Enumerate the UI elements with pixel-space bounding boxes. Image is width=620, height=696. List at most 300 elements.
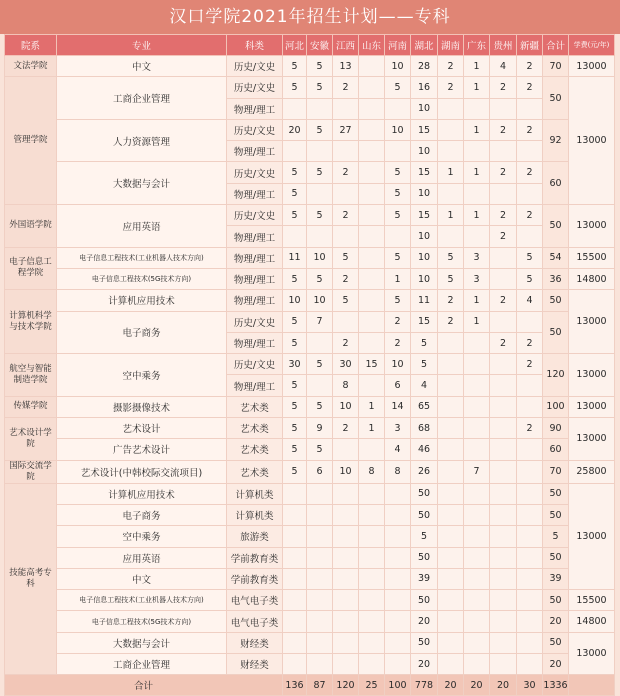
province-count-cell: 1 (464, 56, 490, 77)
province-count-cell (333, 439, 359, 460)
table-row (5, 568, 615, 589)
grand-total-row (5, 675, 615, 696)
fee-cell: 13000 (569, 483, 615, 589)
major-cell: 应用英语 (57, 205, 227, 248)
province-count-cell: 50 (411, 504, 438, 525)
province-count-cell (517, 439, 543, 460)
province-count-cell: 2 (517, 205, 543, 226)
header-cell: 山东 (359, 35, 385, 56)
total-cell: 70 (543, 56, 569, 77)
province-count-cell: 68 (411, 418, 438, 439)
province-count-cell: 3 (464, 247, 490, 268)
province-count-cell (359, 268, 385, 289)
major-cell: 电子信息工程技术(5G技术方向) (57, 268, 227, 289)
header-cell: 湖北 (411, 35, 438, 56)
province-count-cell (283, 632, 307, 653)
province-count-cell: 2 (517, 162, 543, 183)
province-count-cell (359, 56, 385, 77)
table-row (5, 504, 615, 525)
province-count-cell (438, 119, 464, 140)
subject-cell: 艺术类 (227, 396, 283, 417)
province-count-cell (438, 439, 464, 460)
major-cell: 电子信息工程技术(工业机器人技术方向) (57, 590, 227, 611)
header-cell: 院系 (5, 35, 57, 56)
grand-total-fee (569, 675, 615, 696)
province-count-cell: 5 (385, 77, 411, 98)
total-cell: 60 (543, 439, 569, 460)
province-count-cell (333, 632, 359, 653)
subject-cell: 旅游类 (227, 526, 283, 547)
subject-cell: 历史/文史 (227, 311, 283, 332)
subject-cell: 物理/理工 (227, 247, 283, 268)
province-count-cell (490, 460, 517, 483)
province-count-cell (307, 632, 333, 653)
province-count-cell (490, 483, 517, 504)
province-count-cell (490, 183, 517, 204)
fee-cell: 15500 (569, 590, 615, 611)
table-row (5, 119, 615, 140)
subject-cell: 物理/理工 (227, 98, 283, 119)
province-count-cell (490, 439, 517, 460)
province-count-cell: 5 (283, 460, 307, 483)
college-cell: 电子信息工程学院 (5, 247, 57, 290)
table-row (5, 483, 615, 504)
table-row (5, 77, 615, 98)
province-count-cell (283, 568, 307, 589)
province-count-cell: 15 (411, 119, 438, 140)
province-count-cell (464, 504, 490, 525)
header-cell: 学费(元/年) (569, 35, 615, 56)
total-cell: 39 (543, 568, 569, 589)
college-cell: 技能高考专科 (5, 483, 57, 675)
total-cell: 50 (543, 504, 569, 525)
province-count-cell: 2 (333, 418, 359, 439)
major-cell: 电子信息工程技术(5G技术方向) (57, 611, 227, 632)
province-count-cell (307, 483, 333, 504)
college-cell: 航空与智能制造学院 (5, 354, 57, 397)
province-count-cell: 16 (411, 77, 438, 98)
province-count-cell (333, 611, 359, 632)
subject-cell: 物理/理工 (227, 332, 283, 353)
header-cell: 河北 (283, 35, 307, 56)
province-count-cell (517, 141, 543, 162)
province-count-cell: 1 (464, 162, 490, 183)
province-count-cell (464, 590, 490, 611)
page-title: 汉口学院2021年招生计划——专科 (0, 0, 620, 34)
grand-total-count: 136 (283, 675, 307, 696)
subject-cell: 历史/文史 (227, 205, 283, 226)
province-count-cell (359, 141, 385, 162)
province-count-cell: 2 (517, 354, 543, 375)
province-count-cell (490, 590, 517, 611)
province-count-cell (517, 460, 543, 483)
province-count-cell (517, 547, 543, 568)
major-cell: 电子商务 (57, 504, 227, 525)
province-count-cell (359, 526, 385, 547)
province-count-cell (359, 226, 385, 247)
province-count-cell (333, 483, 359, 504)
total-cell: 90 (543, 418, 569, 439)
fee-cell: 13000 (569, 418, 615, 461)
province-count-cell: 27 (333, 119, 359, 140)
province-count-cell: 50 (411, 547, 438, 568)
province-count-cell (283, 547, 307, 568)
header-cell: 新疆 (517, 35, 543, 56)
province-count-cell: 15 (411, 205, 438, 226)
major-cell: 电子信息工程技术(工业机器人技术方向) (57, 247, 227, 268)
major-cell: 艺术设计(中韩校际交流项目) (57, 460, 227, 483)
province-count-cell: 5 (307, 56, 333, 77)
province-count-cell (517, 226, 543, 247)
major-cell: 大数据与会计 (57, 632, 227, 653)
province-count-cell (490, 418, 517, 439)
major-cell: 艺术设计 (57, 418, 227, 439)
province-count-cell (307, 547, 333, 568)
college-cell: 管理学院 (5, 77, 57, 205)
grand-total-count: 20 (438, 675, 464, 696)
table-row (5, 654, 615, 675)
province-count-cell: 15 (411, 311, 438, 332)
major-cell: 工商企业管理 (57, 654, 227, 675)
province-count-cell (464, 332, 490, 353)
province-count-cell (517, 526, 543, 547)
province-count-cell: 10 (411, 141, 438, 162)
header-cell: 科类 (227, 35, 283, 56)
province-count-cell: 1 (359, 418, 385, 439)
province-count-cell: 5 (307, 205, 333, 226)
province-count-cell (333, 504, 359, 525)
table-row (5, 632, 615, 653)
province-count-cell (464, 98, 490, 119)
subject-cell: 计算机类 (227, 483, 283, 504)
total-cell: 20 (543, 654, 569, 675)
province-count-cell (359, 504, 385, 525)
table-row (5, 460, 615, 483)
province-count-cell (464, 354, 490, 375)
province-count-cell (438, 526, 464, 547)
province-count-cell (307, 332, 333, 353)
table-row (5, 162, 615, 183)
total-cell: 92 (543, 119, 569, 162)
major-cell: 大数据与会计 (57, 162, 227, 205)
province-count-cell (438, 183, 464, 204)
province-count-cell (464, 568, 490, 589)
province-count-cell (438, 98, 464, 119)
province-count-cell (490, 611, 517, 632)
fee-cell: 14800 (569, 268, 615, 289)
province-count-cell: 2 (333, 332, 359, 353)
province-count-cell (307, 654, 333, 675)
province-count-cell: 10 (385, 119, 411, 140)
major-cell: 空中乘务 (57, 526, 227, 547)
province-count-cell: 10 (307, 247, 333, 268)
province-count-cell (307, 526, 333, 547)
province-count-cell: 10 (411, 226, 438, 247)
province-count-cell (438, 632, 464, 653)
province-count-cell (438, 354, 464, 375)
total-cell: 20 (543, 611, 569, 632)
province-count-cell: 11 (411, 290, 438, 311)
province-count-cell: 4 (411, 375, 438, 396)
province-count-cell (464, 396, 490, 417)
province-count-cell (464, 654, 490, 675)
table-row (5, 611, 615, 632)
header-cell: 湖南 (438, 35, 464, 56)
total-cell: 50 (543, 311, 569, 354)
table-row (5, 311, 615, 332)
subject-cell: 历史/文史 (227, 119, 283, 140)
subject-cell: 历史/文史 (227, 56, 283, 77)
subject-cell: 历史/文史 (227, 162, 283, 183)
province-count-cell (307, 504, 333, 525)
province-count-cell: 5 (385, 183, 411, 204)
grand-total-count: 120 (333, 675, 359, 696)
province-count-cell (283, 654, 307, 675)
province-count-cell: 3 (464, 268, 490, 289)
province-count-cell (385, 547, 411, 568)
province-count-cell (359, 290, 385, 311)
enrollment-plan-table (4, 34, 615, 696)
province-count-cell: 4 (490, 56, 517, 77)
province-count-cell: 10 (411, 268, 438, 289)
province-count-cell (385, 611, 411, 632)
province-count-cell: 5 (307, 77, 333, 98)
header-cell: 合计 (543, 35, 569, 56)
province-count-cell (359, 654, 385, 675)
province-count-cell (385, 226, 411, 247)
province-count-cell: 1 (464, 311, 490, 332)
province-count-cell (517, 611, 543, 632)
province-count-cell (438, 396, 464, 417)
subject-cell: 物理/理工 (227, 183, 283, 204)
province-count-cell (359, 119, 385, 140)
province-count-cell (517, 98, 543, 119)
table-row (5, 56, 615, 77)
province-count-cell: 15 (359, 354, 385, 375)
province-count-cell: 2 (517, 56, 543, 77)
province-count-cell: 2 (490, 119, 517, 140)
province-count-cell (359, 547, 385, 568)
subject-cell: 艺术类 (227, 418, 283, 439)
province-count-cell (359, 568, 385, 589)
province-count-cell (464, 547, 490, 568)
province-count-cell: 5 (283, 311, 307, 332)
grand-total-count: 20 (464, 675, 490, 696)
total-cell: 50 (543, 77, 569, 120)
province-count-cell (490, 375, 517, 396)
province-count-cell: 5 (283, 162, 307, 183)
province-count-cell (359, 98, 385, 119)
province-count-cell: 2 (438, 311, 464, 332)
province-count-cell: 4 (385, 439, 411, 460)
province-count-cell (438, 547, 464, 568)
province-count-cell (359, 205, 385, 226)
province-count-cell: 10 (411, 247, 438, 268)
province-count-cell: 9 (307, 418, 333, 439)
grand-total-count: 100 (385, 675, 411, 696)
province-count-cell (464, 439, 490, 460)
table-row (5, 396, 615, 417)
header-cell: 江西 (333, 35, 359, 56)
province-count-cell (385, 526, 411, 547)
province-count-cell: 5 (385, 162, 411, 183)
major-cell: 空中乘务 (57, 354, 227, 397)
college-cell: 外国语学院 (5, 205, 57, 248)
province-count-cell (359, 77, 385, 98)
table-row (5, 247, 615, 268)
table-row (5, 418, 615, 439)
subject-cell: 艺术类 (227, 460, 283, 483)
province-count-cell: 5 (411, 332, 438, 353)
fee-cell: 25800 (569, 460, 615, 483)
college-cell: 传媒学院 (5, 396, 57, 417)
province-count-cell: 2 (438, 290, 464, 311)
fee-cell: 13000 (569, 290, 615, 354)
total-cell: 100 (543, 396, 569, 417)
province-count-cell: 5 (307, 396, 333, 417)
province-count-cell (307, 375, 333, 396)
province-count-cell: 2 (490, 77, 517, 98)
province-count-cell (464, 418, 490, 439)
province-count-cell: 1 (464, 119, 490, 140)
province-count-cell (517, 632, 543, 653)
province-count-cell: 7 (464, 460, 490, 483)
province-count-cell (359, 611, 385, 632)
subject-cell: 历史/文史 (227, 77, 283, 98)
major-cell: 计算机应用技术 (57, 483, 227, 504)
total-cell: 36 (543, 268, 569, 289)
grand-total-sum: 1336 (543, 675, 569, 696)
province-count-cell (438, 460, 464, 483)
province-count-cell: 10 (411, 98, 438, 119)
total-cell: 50 (543, 483, 569, 504)
province-count-cell: 5 (307, 162, 333, 183)
province-count-cell: 3 (385, 418, 411, 439)
province-count-cell: 7 (307, 311, 333, 332)
province-count-cell (490, 568, 517, 589)
province-count-cell (359, 375, 385, 396)
province-count-cell (464, 632, 490, 653)
province-count-cell: 65 (411, 396, 438, 417)
province-count-cell (464, 526, 490, 547)
province-count-cell (283, 526, 307, 547)
province-count-cell (283, 611, 307, 632)
province-count-cell (517, 183, 543, 204)
table-row (5, 268, 615, 289)
province-count-cell: 50 (411, 483, 438, 504)
province-count-cell: 2 (438, 56, 464, 77)
province-count-cell: 14 (385, 396, 411, 417)
province-count-cell (438, 590, 464, 611)
province-count-cell: 1 (438, 205, 464, 226)
province-count-cell (464, 611, 490, 632)
province-count-cell (385, 504, 411, 525)
college-cell: 国际交流学院 (5, 460, 57, 483)
province-count-cell (283, 483, 307, 504)
province-count-cell: 20 (283, 119, 307, 140)
province-count-cell (490, 396, 517, 417)
province-count-cell: 5 (517, 268, 543, 289)
province-count-cell: 8 (385, 460, 411, 483)
province-count-cell (283, 98, 307, 119)
province-count-cell (490, 654, 517, 675)
province-count-cell: 2 (385, 332, 411, 353)
subject-cell: 物理/理工 (227, 226, 283, 247)
fee-cell: 14800 (569, 611, 615, 632)
college-cell: 文法学院 (5, 56, 57, 77)
province-count-cell: 2 (490, 290, 517, 311)
header-cell: 安徽 (307, 35, 333, 56)
province-count-cell: 11 (283, 247, 307, 268)
subject-cell: 物理/理工 (227, 141, 283, 162)
province-count-cell: 2 (517, 77, 543, 98)
fee-cell: 13000 (569, 396, 615, 417)
province-count-cell: 2 (490, 226, 517, 247)
province-count-cell: 20 (411, 611, 438, 632)
total-cell: 60 (543, 162, 569, 205)
province-count-cell: 5 (411, 526, 438, 547)
province-count-cell: 10 (307, 290, 333, 311)
province-count-cell (490, 354, 517, 375)
major-cell: 计算机应用技术 (57, 290, 227, 311)
province-count-cell: 2 (333, 77, 359, 98)
province-count-cell: 2 (490, 162, 517, 183)
table-row (5, 205, 615, 226)
province-count-cell (359, 439, 385, 460)
province-count-cell: 2 (385, 311, 411, 332)
province-count-cell (438, 332, 464, 353)
province-count-cell: 1 (438, 162, 464, 183)
province-count-cell (517, 590, 543, 611)
province-count-cell: 5 (283, 418, 307, 439)
province-count-cell (307, 568, 333, 589)
province-count-cell (333, 568, 359, 589)
province-count-cell: 8 (359, 460, 385, 483)
province-count-cell: 5 (283, 183, 307, 204)
province-count-cell (464, 183, 490, 204)
fee-cell: 13000 (569, 632, 615, 675)
province-count-cell (490, 632, 517, 653)
subject-cell: 学前教育类 (227, 568, 283, 589)
table-row (5, 526, 615, 547)
province-count-cell: 10 (333, 396, 359, 417)
province-count-cell: 20 (411, 654, 438, 675)
province-count-cell (517, 654, 543, 675)
province-count-cell: 5 (517, 247, 543, 268)
province-count-cell: 5 (438, 268, 464, 289)
province-count-cell: 5 (411, 354, 438, 375)
province-count-cell (517, 375, 543, 396)
province-count-cell (464, 141, 490, 162)
subject-cell: 学前教育类 (227, 547, 283, 568)
subject-cell: 电气电子类 (227, 590, 283, 611)
province-count-cell: 1 (359, 396, 385, 417)
province-count-cell (385, 98, 411, 119)
grand-total-count: 25 (359, 675, 385, 696)
province-count-cell (283, 141, 307, 162)
province-count-cell (438, 226, 464, 247)
subject-cell: 艺术类 (227, 439, 283, 460)
province-count-cell: 15 (411, 162, 438, 183)
subject-cell: 计算机类 (227, 504, 283, 525)
province-count-cell (490, 504, 517, 525)
college-cell: 计算机科学与技术学院 (5, 290, 57, 354)
province-count-cell (359, 311, 385, 332)
province-count-cell: 6 (385, 375, 411, 396)
province-count-cell: 10 (283, 290, 307, 311)
subject-cell: 物理/理工 (227, 268, 283, 289)
province-count-cell (333, 547, 359, 568)
